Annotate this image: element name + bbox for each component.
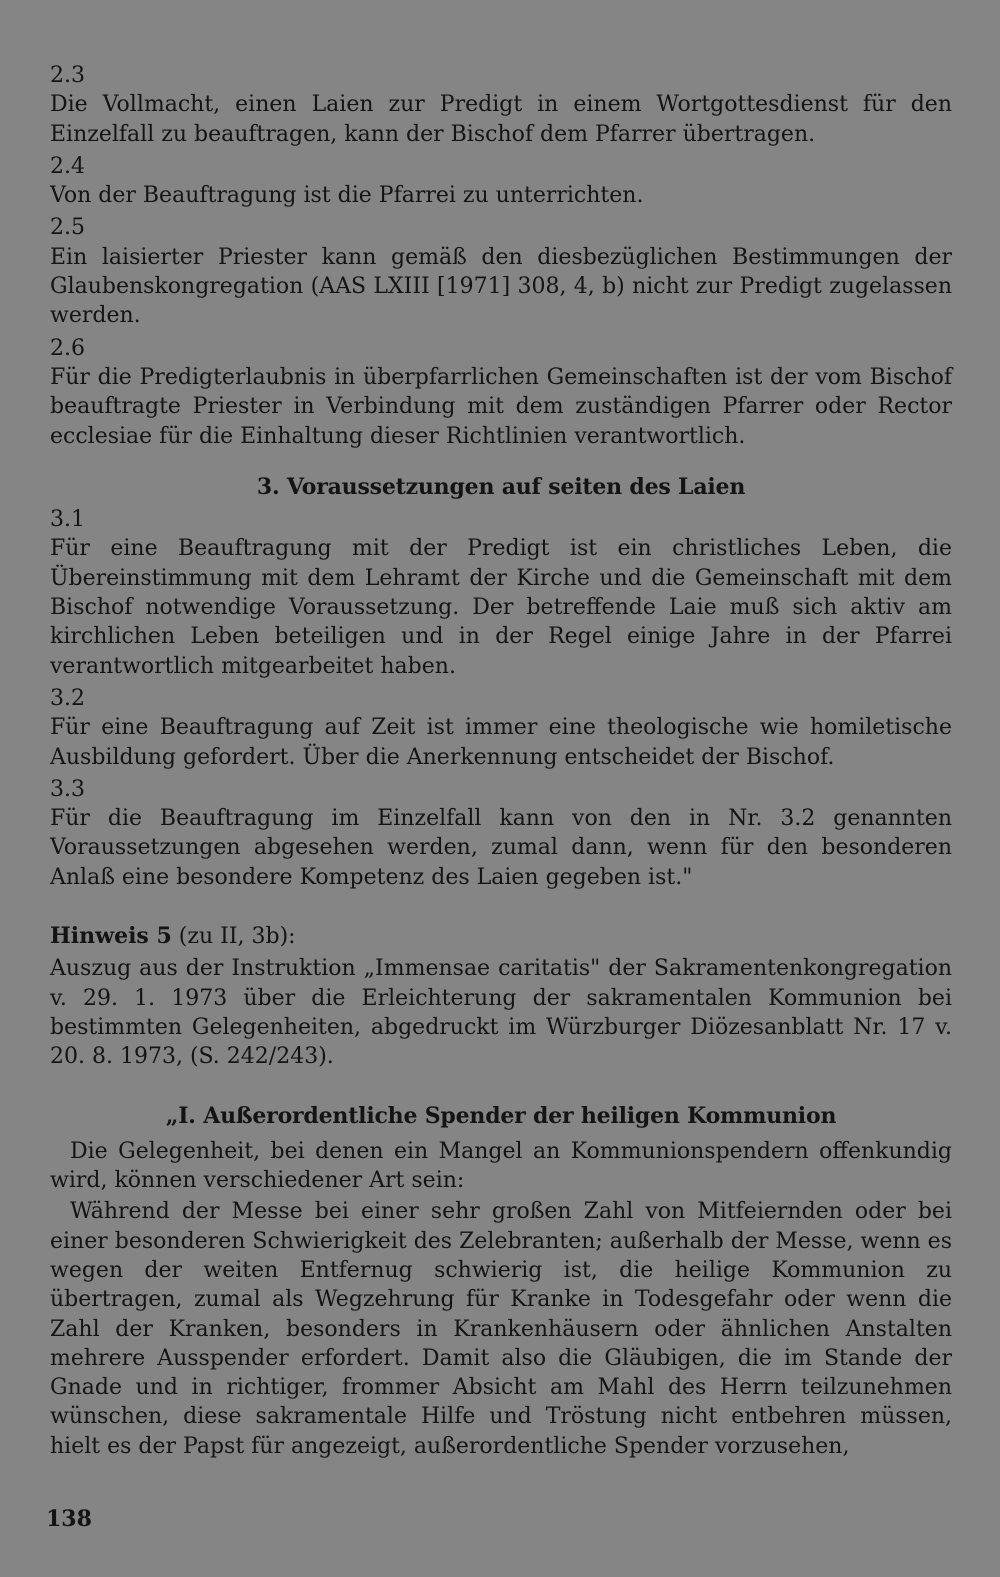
section-heading: 3. Voraussetzungen auf seiten des Laien	[256, 473, 746, 500]
item-number: 2.3	[50, 63, 85, 88]
item-text: Für eine Beauftragung mit der Predigt ist ein christliches Leben, die Übereinstimmung mit dem Lehramt der Kirche und die Gemeinschaft mit dem Bischof notwendige Voraussetzung. Der betreffende Laie muß sich aktiv am kirchlichen Leben beteiligen und in der Regel einige Jahre in der Pfarrei verantwortlich mitgearbeitet haben.	[50, 536, 952, 679]
item-text: Für die Predigterlaubnis in überpfarrlichen Gemeinschaften ist der vom Bischof beauftragte Priester in Verbindung mit dem zuständigen Pfarrer oder Rector ecclesiae für die Einhaltung dieser Richtlinien verantwortlich.	[50, 364, 952, 449]
paragraph: Die Gelegenheit, bei denen ein Mangel an Kommunionspendern offenkundig wird, können verschiedener Art sein:	[50, 1138, 952, 1194]
hinweis-reference: (zu II, 3b):	[171, 924, 296, 950]
item-text: Für eine Beauftragung auf Zeit ist immer eine theologische wie homiletische Ausbildung gefordert. Über die Anerkennung entscheidet der Bischof.	[50, 715, 952, 770]
item-number: 2.6	[50, 335, 85, 361]
item-text: Die Vollmacht, einen Laien zur Predigt in einem Wortgottesdienst für den Einzelfall zu beauftragen, kann der Bischof dem Pfarrer übertragen.	[50, 92, 952, 147]
item-text: Von der Beauftragung ist die Pfarrei zu unterrichten.	[50, 183, 644, 209]
item-text: Für die Beauftragung im Einzelfall kann von den in Nr. 3.2 genannten Voraussetzungen abgesehen werden, zumal dann, wenn für den besonderen Anlaß eine besondere Kompetenz des Laien gegeben ist."	[50, 806, 952, 890]
page-number: 138	[46, 1506, 92, 1532]
kommunion-heading: „I. Außerordentliche Spender der heiligen Kommunion	[165, 1102, 837, 1129]
item-number: 3.1	[50, 507, 85, 533]
hinweis-text: Auszug aus der Instruktion „Immensae caritatis" der Sakramentenkongregation v. 29. 1. 1973 über die Erleichterung der sakramentalen Kommunion bei bestimmten Gelegenheiten, abgedruckt im Würzburger Diözesanblatt Nr. 17 v. 20. 8. 1973, (S. 242/243).	[50, 956, 952, 1070]
page-content	[50, 58, 952, 1461]
item-number: 3.3	[50, 776, 85, 802]
paragraph: Während der Messe bei einer sehr großen Zahl von Mitfeiernden oder bei einer besonderen Schwierigkeit des Zelebranten; außerhalb der Messe, wenn es wegen der weiten Entfernug schwierig ist, die heilige Kommunion zu übertragen, zumal als Wegzehrung für Kranke in Todesgefahr oder wenn die Zahl der Kranken, besonders in Krankenhäusern oder ähnlichen Anstalten mehrere Ausspender erfordert. Damit also die Gläubigen, die im Stande der Gnade und in richtiger, frommer Absicht am Mahl des Herrn teilzunehmen wünschen, diese sakramentale Hilfe und Tröstung nicht entbehren müssen, hielt es der Papst für angezeigt, außerordentliche Spender vorzusehen,	[50, 1199, 952, 1459]
item-number: 3.2	[50, 685, 85, 711]
hinweis-heading	[50, 922, 952, 951]
item-number: 2.4	[50, 153, 85, 179]
item-text: Ein laisierter Priester kann gemäß den diesbezüglichen Bestimmungen der Glaubenskongregation (AAS LXIII [1971] 308, 4, b) nicht zur Predigt zugelassen werden.	[50, 244, 952, 329]
item-number: 2.5	[50, 215, 85, 241]
hinweis-label: Hinweis 5	[50, 923, 172, 950]
